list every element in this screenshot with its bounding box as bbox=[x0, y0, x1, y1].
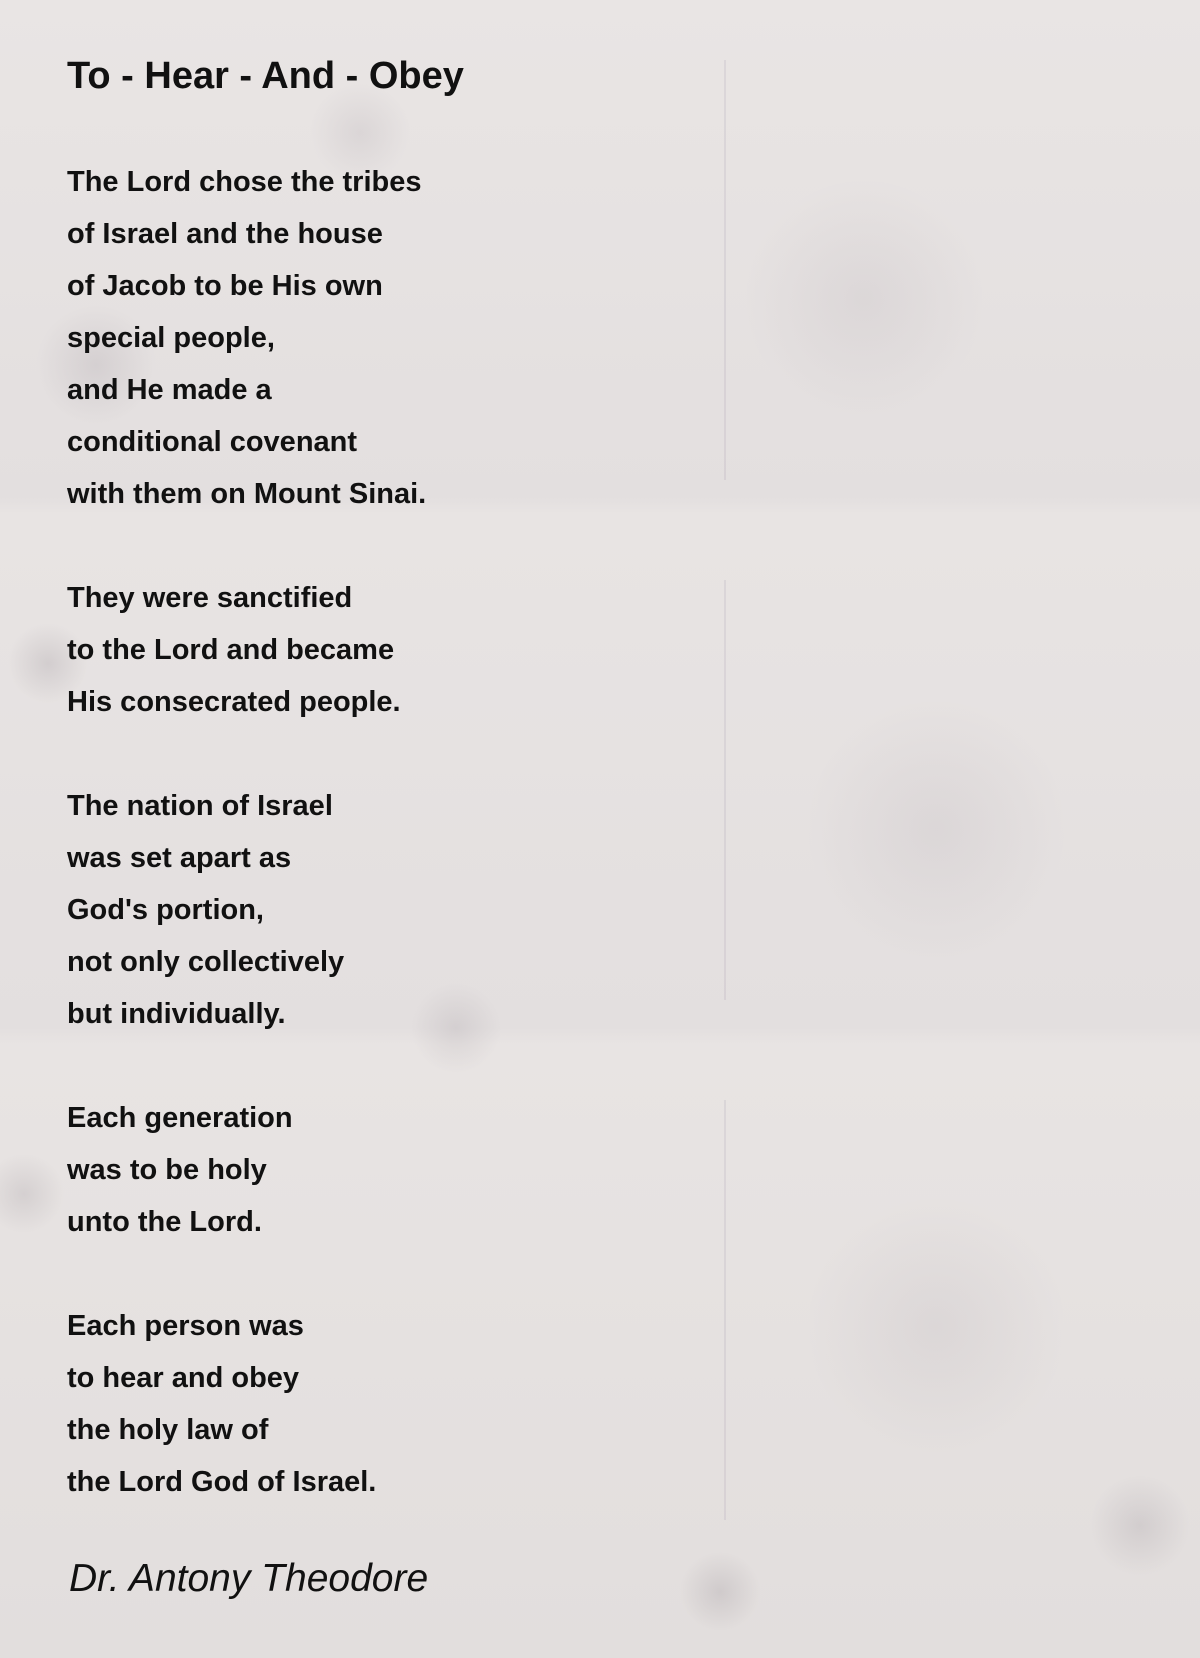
poem-line: to the Lord and became bbox=[67, 634, 395, 666]
poem-line: the holy law of bbox=[67, 1414, 269, 1446]
poem-line: with them on Mount Sinai. bbox=[67, 478, 427, 510]
poem-line: God's portion, bbox=[67, 894, 264, 926]
poem-line: unto the Lord. bbox=[67, 1206, 262, 1238]
stanza-2 bbox=[67, 572, 827, 728]
poem-line: the Lord God of Israel. bbox=[67, 1466, 377, 1498]
poem-line: not only collectively bbox=[67, 946, 345, 978]
poem-line: Each generation bbox=[67, 1102, 293, 1134]
stanza-5 bbox=[67, 1300, 827, 1508]
poem-line: was set apart as bbox=[67, 842, 292, 874]
poem-line: and He made a bbox=[67, 374, 272, 406]
stanza-3 bbox=[67, 780, 827, 1040]
poem-title: To - Hear - And - Obey bbox=[67, 55, 464, 97]
poem-line: conditional covenant bbox=[67, 426, 358, 458]
poem-line: of Israel and the house bbox=[67, 218, 383, 250]
stanza-1 bbox=[67, 156, 827, 520]
poem-line: The nation of Israel bbox=[67, 790, 333, 822]
poem-line: of Jacob to be His own bbox=[67, 270, 383, 302]
poem-line: special people, bbox=[67, 322, 275, 354]
poem-line: Each person was bbox=[67, 1310, 304, 1342]
poem bbox=[67, 46, 827, 1560]
poem-line: to hear and obey bbox=[67, 1362, 300, 1394]
poem-line: was to be holy bbox=[67, 1154, 267, 1186]
poem-line: but individually. bbox=[67, 998, 286, 1030]
poem-author: Dr. Antony Theodore bbox=[69, 1557, 429, 1600]
poem-line: The Lord chose the tribes bbox=[67, 166, 422, 198]
poem-line: His consecrated people. bbox=[67, 686, 401, 718]
poem-line: They were sanctified bbox=[67, 582, 353, 614]
stanza-4 bbox=[67, 1092, 827, 1248]
